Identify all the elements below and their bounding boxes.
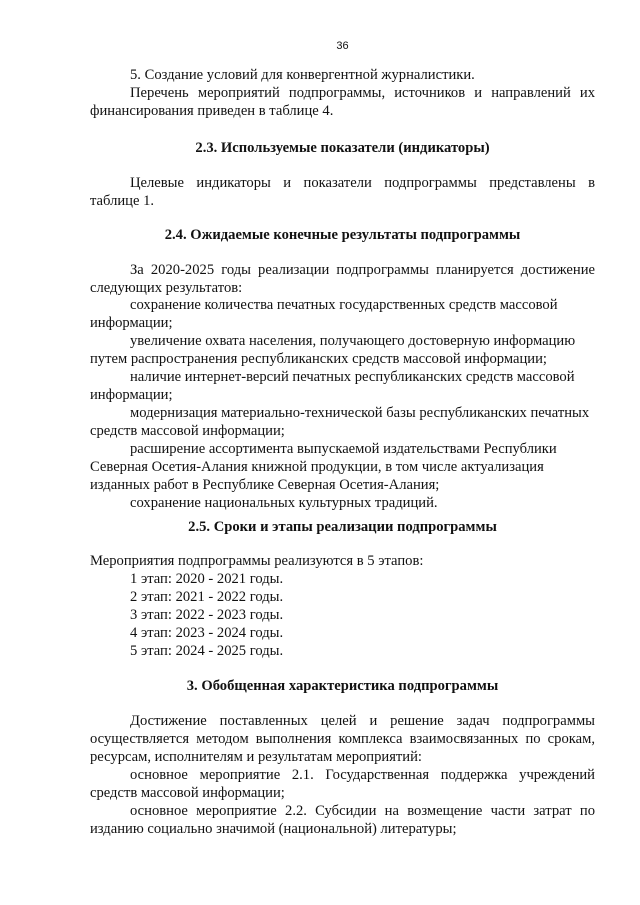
stage-item: 2 этап: 2021 - 2022 годы. — [130, 589, 284, 605]
heading-2-3: 2.3. Используемые показатели (индикаторы) — [195, 140, 490, 156]
result-item: расширение ассортимента выпускаемой издательствами Республики Северная Осетия-Алания книжной продукции, в том числе актуализация изданных работ в Республике Северная Осетия-Алания; — [90, 441, 557, 493]
measure-item: основное мероприятие 2.2. Субсидии на возмещение части затрат по изданию социально значимой (национальной) литературы; — [90, 803, 595, 837]
stage-item: 5 этап: 2024 - 2025 годы. — [130, 643, 284, 659]
page-number: 36 — [336, 40, 349, 52]
heading-3: 3. Обобщенная характеристика подпрограммы — [186, 678, 499, 694]
result-item: сохранение национальных культурных традиций. — [130, 495, 438, 511]
heading-2-5: 2.5. Сроки и этапы реализации подпрограммы — [188, 519, 497, 535]
paragraph-table-reference: Перечень мероприятий подпрограммы, источников и направлений их финансирования приведен в таблице 4. — [90, 85, 595, 119]
result-item: увеличение охвата населения, получающего достоверную информацию путем распространения республиканских средств массовой информации; — [90, 333, 576, 367]
result-item: сохранение количества печатных государственных средств массовой информации; — [90, 297, 558, 331]
measure-item: основное мероприятие 2.1. Государственная поддержка учреждений средств массовой информации; — [90, 767, 595, 801]
stage-item: 3 этап: 2022 - 2023 годы. — [130, 607, 284, 623]
paragraph-characteristics-intro: Достижение поставленных целей и решение задач подпрограммы осуществляется методом выполнения комплекса взаимосвязанных по срокам, ресурсам, исполнителям и результатам мероприятий: — [90, 713, 595, 765]
paragraph-stages-intro: Мероприятия подпрограммы реализуются в 5 этапов: — [90, 553, 424, 569]
result-item: модернизация материально-технической базы республиканских печатных средств массовой информации; — [90, 405, 590, 439]
result-item: наличие интернет-версий печатных республиканских средств массовой информации; — [90, 369, 575, 403]
stage-item: 1 этап: 2020 - 2021 годы. — [130, 571, 284, 587]
stage-item: 4 этап: 2023 - 2024 годы. — [130, 625, 284, 641]
heading-2-4: 2.4. Ожидаемые конечные результаты подпрограммы — [164, 227, 521, 243]
paragraph-indicators: Целевые индикаторы и показатели подпрограммы представлены в таблице 1. — [90, 175, 595, 209]
paragraph-results-intro: За 2020-2025 годы реализации подпрограммы планируется достижение следующих результатов: — [90, 262, 595, 296]
paragraph-item5: 5. Создание условий для конвергентной журналистики. — [130, 67, 475, 83]
